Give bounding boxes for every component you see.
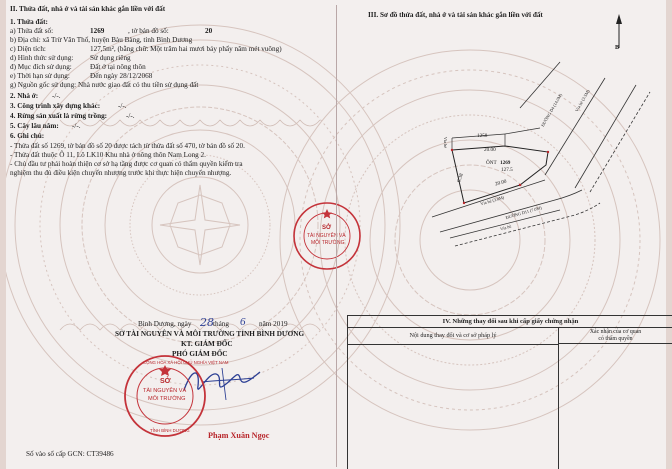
changes-col-confirmation: [558, 327, 672, 344]
map-sheet-value: 20: [205, 27, 213, 35]
usage-form-value: Sử dụng riêng: [90, 54, 131, 62]
usage-purpose-value: Đất ở tại nông thôn: [90, 63, 146, 71]
issuing-authority: SỞ TÀI NGUYÊN VÀ MÔI TRƯỜNG TỈNH BÌNH DƯƠNG: [115, 330, 305, 338]
seal-center-3: MÔI TRƯỜNG: [148, 396, 186, 402]
note-line-3b: nghiệm thu đủ điều kiện chuyển nhượng trước khi thực hiện chuyển nhượng.: [10, 169, 232, 177]
overlap-seal-center-1: SỞ: [322, 225, 332, 231]
house-value: -/-.: [52, 92, 61, 100]
overlap-seal-center-3: MÔI TRƯỜNG: [311, 240, 345, 246]
usage-purpose-label: đ) Mục đích sử dụng:: [10, 63, 72, 71]
sidewalk-1-label: Vỉa hè (3.0M): [479, 194, 505, 207]
perennial-trees-heading: 5. Cây lâu năm:: [10, 122, 59, 130]
note-line-2: - Thửa đất thuộc Ô 11, Lô LK10 Khu nhà ở nông thôn Nam Long 2.: [10, 151, 206, 159]
overlap-seal-center-2: TÀI NGUYÊN VÀ: [307, 233, 346, 239]
area-label: c) Diện tích:: [10, 45, 46, 53]
parcel-number-label-map: 1269: [500, 160, 511, 166]
column-divider: [336, 5, 337, 467]
usage-origin: g) Nguồn gốc sử dụng: Nhà nước giao đất có thu tiền sử dụng đất: [10, 81, 199, 89]
sign-date-month: 6: [240, 316, 246, 328]
parcel-number-value: 1269: [90, 27, 105, 35]
road-d11-label: ĐƯỜNG D11 (7.0M): [505, 204, 543, 221]
map-sheet-label: , tờ bản đồ số:: [128, 27, 169, 35]
section-ii-title: II. Thửa đất, nhà ở và tài sản khác gắn liền với đất: [10, 5, 166, 13]
section-iii-title: III. Sơ đồ thửa đất, nhà ở và tài sản khác gắn liền với đất: [368, 11, 543, 19]
changes-table-title: IV. Những thay đổi sau khi cấp giấy chứng nhận: [348, 316, 672, 328]
seal-center-2: TÀI NGUYÊN VÀ: [143, 388, 187, 394]
north-arrow-icon: [616, 14, 622, 48]
gcn-register-number: Số vào sổ cấp GCN: CT39486: [26, 450, 114, 458]
seal-center-1: SỞ: [160, 378, 171, 385]
area-value: 127,5m², (bằng chữ: Một trăm hai mươi bảy phẩy năm mét vuông): [90, 45, 282, 53]
house-heading: 2. Nhà ở:: [10, 92, 39, 100]
signer-name: Phạm Xuân Ngọc: [208, 431, 270, 440]
seal-ring-text: CỘNG HÒA XÃ HỘI CHỦ NGHĨA VIỆT NAM: [143, 360, 229, 365]
usage-term-value: Đến ngày 28/12/2068: [90, 72, 153, 80]
note-line-1: - Thửa đất số 1269, tờ bản đồ số 20 được tách từ thửa đất số 470, tờ bản đồ số 20.: [10, 142, 245, 150]
land-parcel-heading: 1. Thửa đất:: [10, 18, 48, 26]
address-line: b) Địa chỉ: xã Trừ Văn Thố, huyện Bàu Bàng, tỉnh Bình Dương: [10, 36, 193, 44]
seal-bottom-text: TỈNH BÌNH DƯƠNG: [150, 428, 190, 433]
usage-term-label: e) Thời hạn sử dụng:: [10, 72, 70, 80]
changes-table-vline: [558, 344, 559, 469]
planted-forest-heading: 4. Rừng sản xuất là rừng trồng:: [10, 112, 108, 120]
parcel-area-label: 127.5: [501, 167, 513, 173]
planted-forest-value: -/-.: [126, 112, 135, 120]
north-label: B: [615, 45, 620, 51]
sidewalk-2-label: Vỉa hè: [499, 223, 512, 232]
sign-date-month-label: tháng: [213, 320, 229, 328]
dim-left-label: 6.38: [456, 172, 465, 184]
neighbor-parcel-label: 1258: [477, 133, 488, 139]
changes-col-confirmation-line1: Xác nhận của cơ quan: [589, 329, 642, 335]
sidewalk-3-label: Vỉa hè: [443, 136, 449, 149]
note-line-3a: - Chủ đầu tư phải hoàn thiện cơ sở hạ tầng được cơ quan có thẩm quyền kiểm tra: [10, 160, 243, 168]
kt-director: KT. GIÁM ĐỐC: [181, 340, 233, 348]
other-construction-value: -/-.: [118, 102, 127, 110]
deputy-director: PHÓ GIÁM ĐỐC: [172, 350, 228, 358]
changes-col-confirmation-line2: có thẩm quyền: [598, 336, 633, 342]
parcel-mid-label: ÔNT: [486, 160, 497, 166]
sidewalk-d4-label: Vỉa hè (3.5M): [574, 88, 591, 113]
changes-table: [347, 315, 672, 469]
dim-bottom-label: 20.00: [494, 178, 508, 188]
perennial-trees-value: -/-.: [72, 122, 81, 130]
sign-date-place: Bình Dương, ngày: [138, 320, 192, 328]
other-construction-heading: 3. Công trình xây dựng khác:: [10, 102, 101, 110]
road-d4-label: ĐƯỜNG D4 (14.0M): [540, 92, 564, 128]
sign-date-year: năm 2019: [259, 320, 288, 328]
usage-form-label: d) Hình thức sử dụng:: [10, 54, 74, 62]
changes-col-content: Nội dung thay đổi và cơ sở pháp lý: [348, 327, 559, 345]
dim-top-label: 20.00: [484, 147, 496, 153]
notes-heading: 6. Ghi chú:: [10, 132, 45, 140]
parcel-number-label: a) Thửa đất số:: [10, 27, 54, 35]
sign-date-day: 28: [200, 316, 214, 329]
